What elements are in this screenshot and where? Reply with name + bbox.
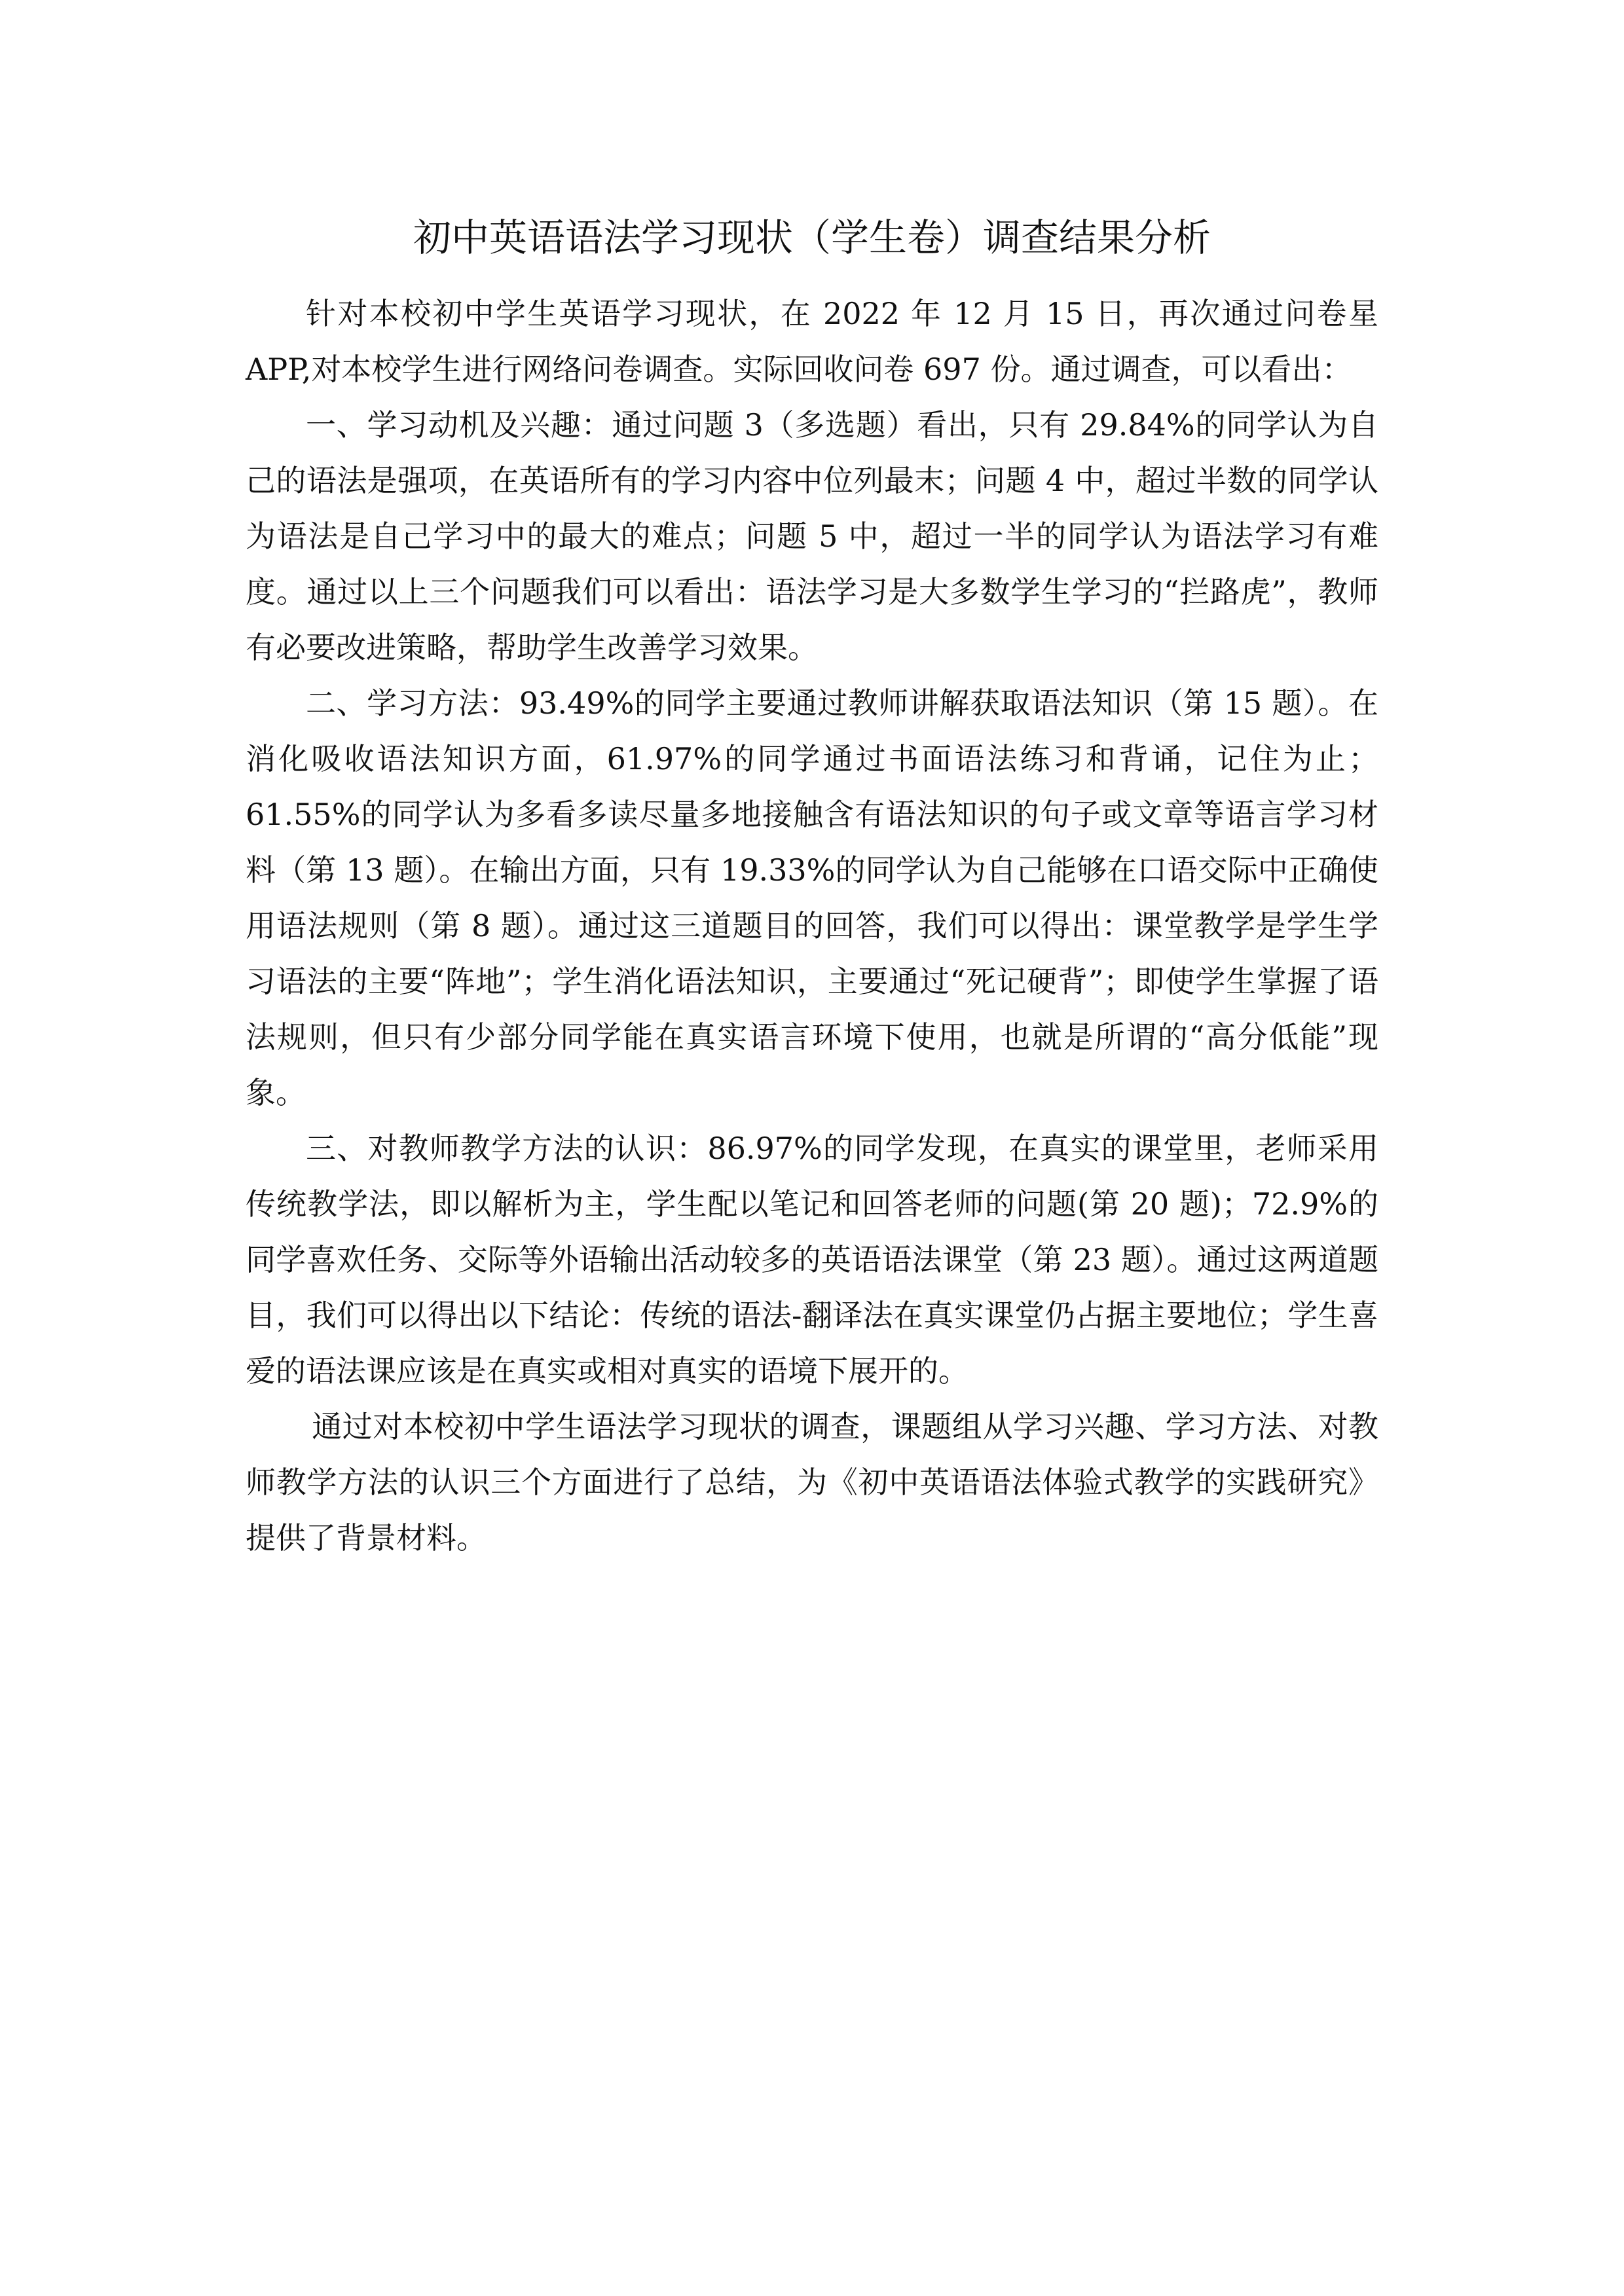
paragraph-intro: 针对本校初中学生英语学习现状，在 2022 年 12 月 15 日，再次通过问卷星 APP,对本校学生进行网络问卷调查。实际回收问卷 697 份。通过调查，可以看出：: [246, 296, 1378, 387]
paragraph-conclusion: 通过对本校初中学生语法学习现状的调查，课题组从学习兴趣、学习方法、对教师教学方法的认识三个方面进行了总结，为《初中英语语法体验式教学的实践研究》提供了背景材料。: [246, 1409, 1378, 1556]
document-body: [246, 286, 1378, 1566]
paragraph-methods: 二、学习方法：93.49%的同学主要通过教师讲解获取语法知识（第 15 题）。在消化吸收语法知识方面，61.97%的同学通过书面语法练习和背诵，记住为止；61.55%的同学认为多看多读尽量多地接触含有语法知识的句子或文章等语言学习材料（第 13 题）。在输出方面，只有 19.33%的同学认为自己能够在口语交际中正确使用语法规则（第 8 题）。通过这三道题目的回答，我们可以得出：课堂教学是学生学习语法的主要“阵地”；学生消化语法知识，主要通过“死记硬背”；即使学生掌握了语法规则，但只有少部分同学能在真实语言环境下使用，也就是所谓的“高分低能”现象。: [246, 685, 1378, 1110]
paragraph-teaching: 三、对教师教学方法的认识：86.97%的同学发现，在真实的课堂里，老师采用传统教学法，即以解析为主，学生配以笔记和回答老师的问题(第 20 题)；72.9%的同学喜欢任务、交际等外语输出活动较多的英语语法课堂（第 23 题）。通过这两道题目，我们可以得出以下结论：传统的语法-翻译法在真实课堂仍占据主要地位；学生喜爱的语法课应该是在真实或相对真实的语境下展开的。: [246, 1131, 1378, 1389]
document-title: 初中英语语法学习现状（学生卷）调查结果分析: [413, 215, 1211, 260]
paragraph-motivation: 一、学习动机及兴趣：通过问题 3（多选题）看出，只有 29.84%的同学认为自己的语法是强项，在英语所有的学习内容中位列最末；问题 4 中，超过半数的同学认为语法是自己学习中的最大的难点；问题 5 中，超过一半的同学认为语法学习有难度。通过以上三个问题我们可以看出：语法学习是大多数学生学习的“拦路虎”，教师有必要改进策略，帮助学生改善学习效果。: [246, 407, 1378, 665]
